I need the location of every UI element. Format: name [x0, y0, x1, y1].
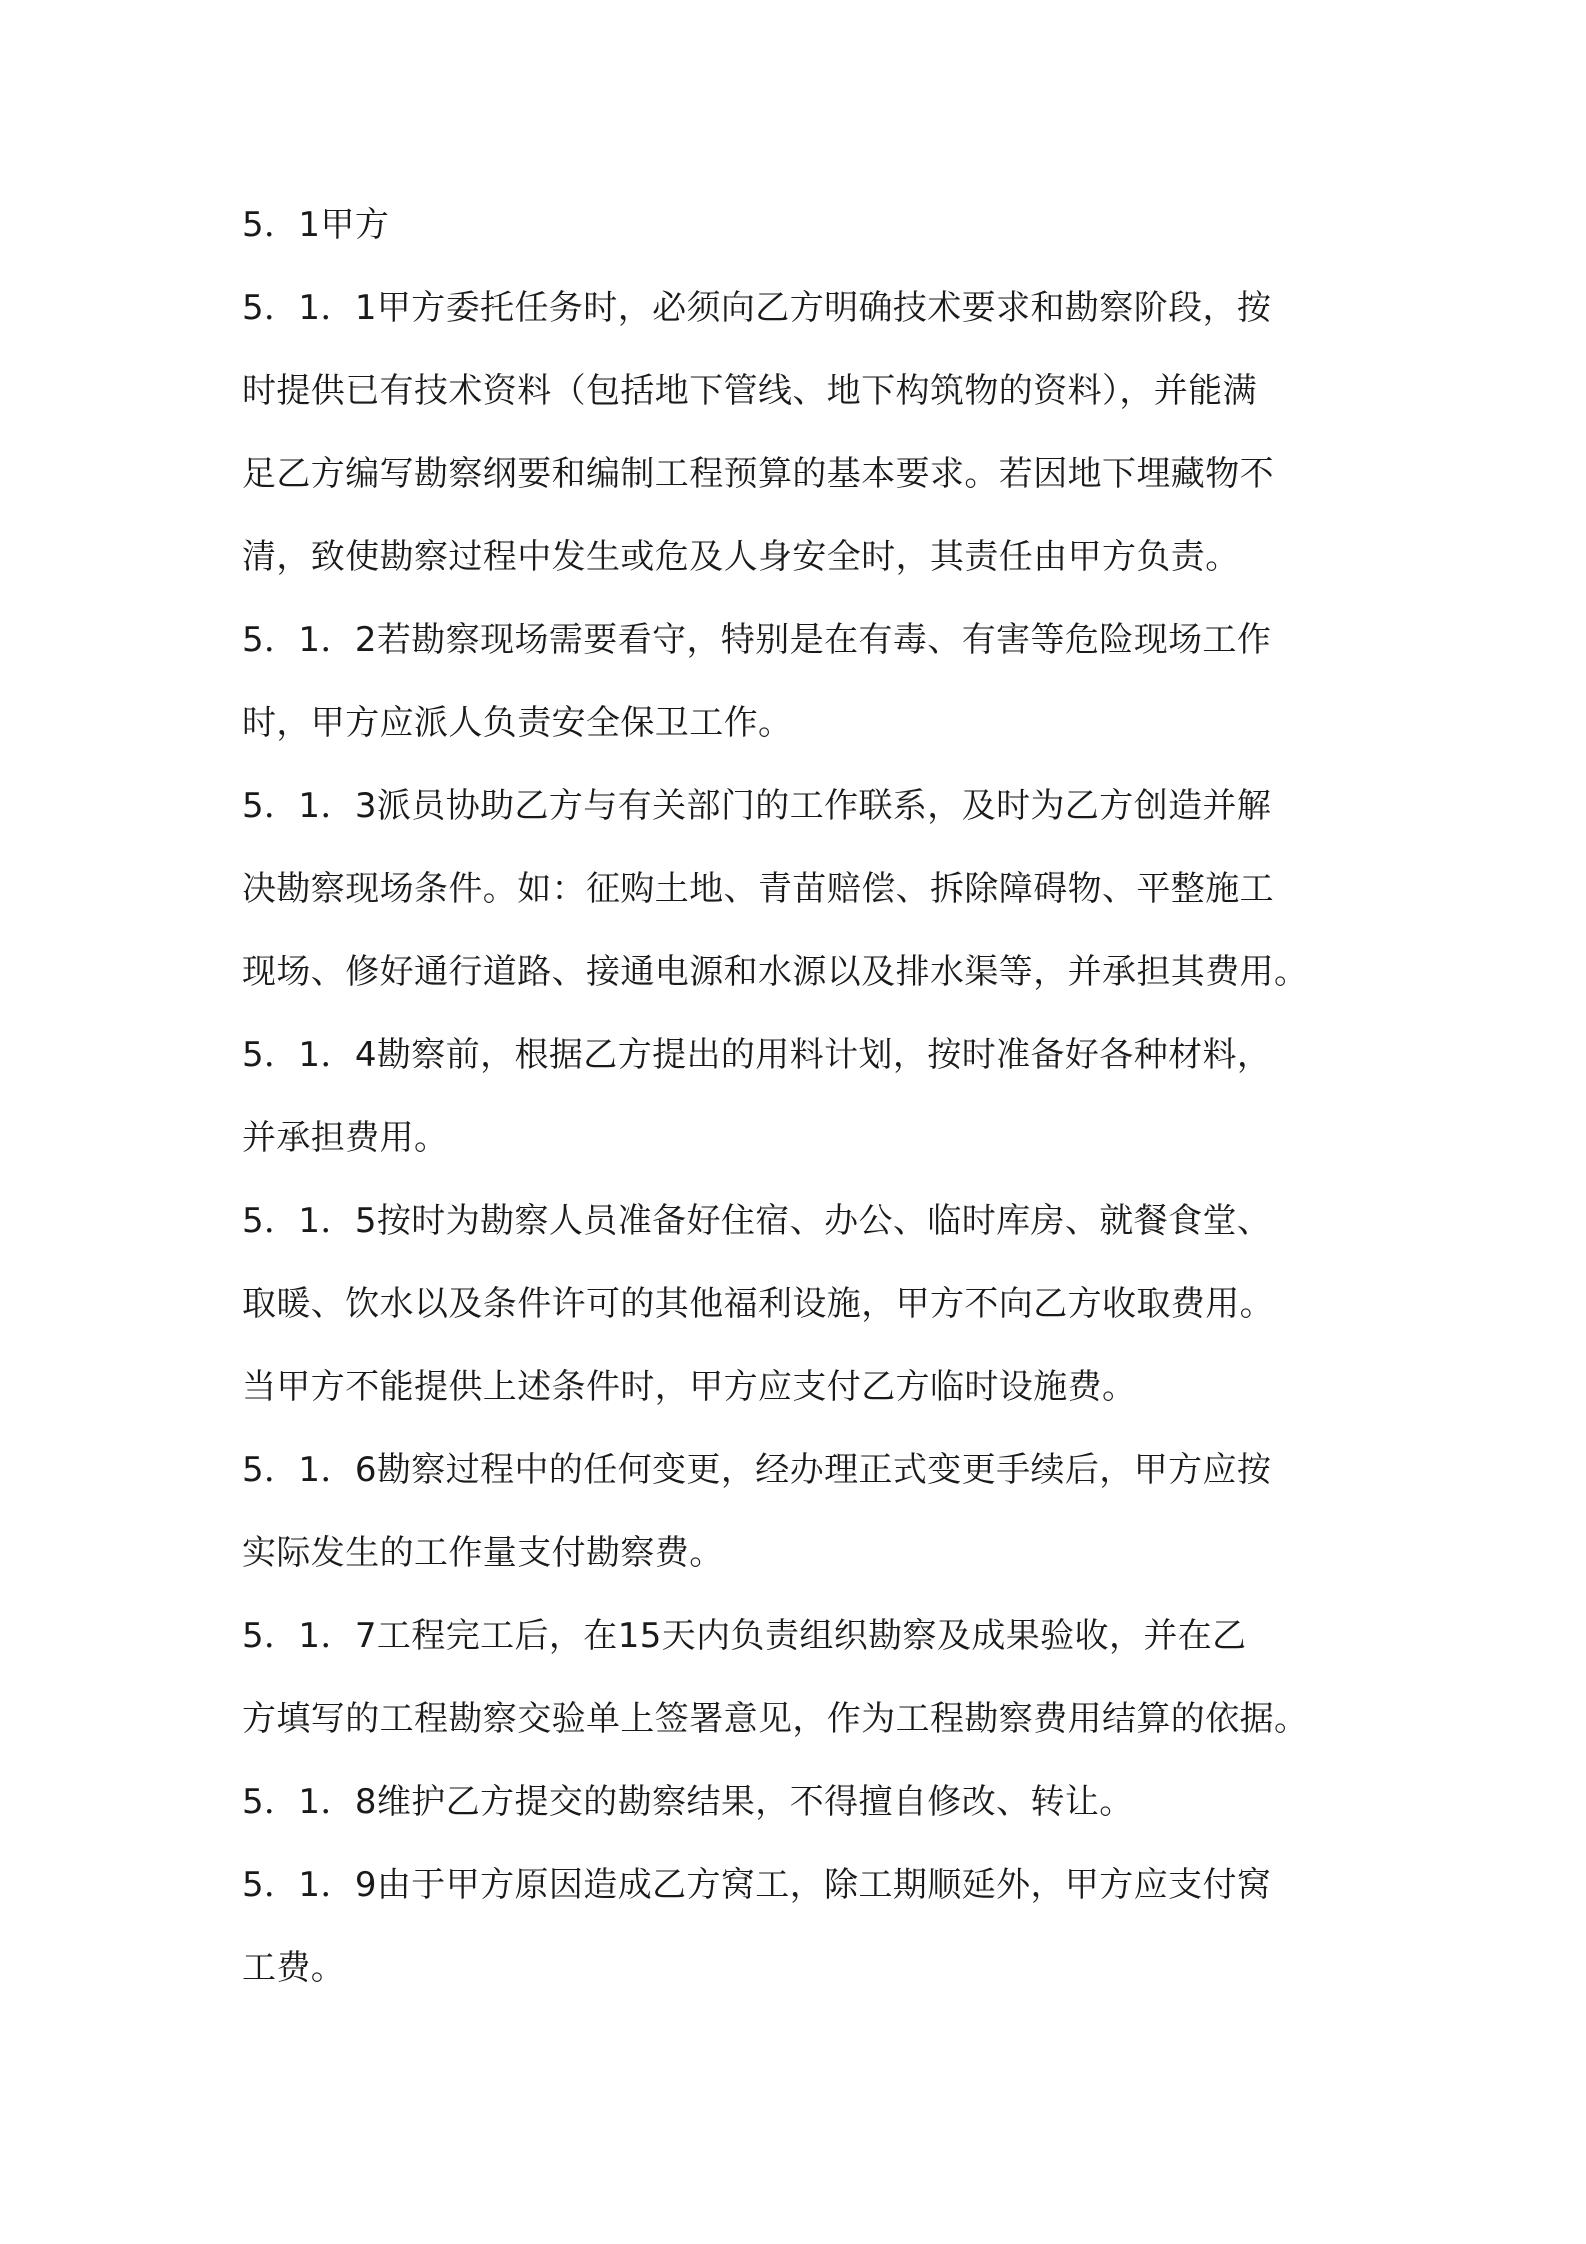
- document-body: [242, 184, 1382, 2010]
- clause-line: 5．1．6勘察过程中的任何变更，经办理正式变更手续后，甲方应按: [242, 1450, 1272, 1490]
- clause-line: 并承担费用。: [242, 1118, 449, 1158]
- clause-line: 5．1．1甲方委托任务时，必须向乙方明确技术要求和勘察阶段，按: [242, 288, 1272, 328]
- clause-line: 5．1．5按时为勘察人员准备好住宿、办公、临时库房、就餐食堂、: [242, 1201, 1272, 1241]
- clause-5-1-7: [242, 1595, 1382, 1761]
- clause-5-1-2: [242, 599, 1382, 765]
- clause-line: 5．1．4勘察前，根据乙方提出的用料计划，按时准备好各种材料，: [242, 1035, 1272, 1075]
- clause-5-1-4: [242, 1014, 1382, 1180]
- clause-line: 5．1．2若勘察现场需要看守，特别是在有毒、有害等危险现场工作: [242, 620, 1272, 660]
- clause-5-1-9: [242, 1844, 1382, 2010]
- clause-line: 时，甲方应派人负责安全保卫工作。: [242, 703, 793, 743]
- clause-5-1-5: [242, 1180, 1382, 1429]
- clause-5-1-1: [242, 267, 1382, 599]
- clause-line: 现场、修好通行道路、接通电源和水源以及排水渠等，并承担其费用。: [242, 952, 1309, 992]
- clause-5-1-6: [242, 1429, 1382, 1595]
- clause-line: 5．1．9由于甲方原因造成乙方窝工，除工期顺延外，甲方应支付窝: [242, 1865, 1272, 1905]
- clause-line: 取暖、饮水以及条件许可的其他福利设施，甲方不向乙方收取费用。: [242, 1284, 1274, 1324]
- clause-line: 方填写的工程勘察交验单上签署意见，作为工程勘察费用结算的依据。: [242, 1699, 1309, 1739]
- clause-5-1-8: [242, 1761, 1382, 1844]
- clause-line: 时提供已有技术资料（包括地下管线、地下构筑物的资料），并能满: [242, 371, 1257, 411]
- clause-line: 足乙方编写勘察纲要和编制工程预算的基本要求。若因地下埋藏物不: [242, 454, 1274, 494]
- clause-line: 5．1．8维护乙方提交的勘察结果，不得擅自修改、转让。: [242, 1782, 1134, 1822]
- clause-5-1-3: [242, 765, 1382, 1014]
- section-heading: 5．1甲方: [242, 205, 390, 245]
- clause-line: 当甲方不能提供上述条件时，甲方应支付乙方临时设施费。: [242, 1367, 1137, 1407]
- clause-line: 工费。: [242, 1948, 346, 1988]
- clause-line: 实际发生的工作量支付勘察费。: [242, 1533, 724, 1573]
- clause-line: 决勘察现场条件。如：征购土地、青苗赔偿、拆除障碍物、平整施工: [242, 869, 1274, 909]
- clause-line: 5．1．3派员协助乙方与有关部门的工作联系，及时为乙方创造并解: [242, 786, 1272, 826]
- clause-line: 5．1．7工程完工后，在15天内负责组织勘察及成果验收，并在乙: [242, 1616, 1247, 1656]
- clause-line: 清，致使勘察过程中发生或危及人身安全时，其责任由甲方负责。: [242, 537, 1240, 577]
